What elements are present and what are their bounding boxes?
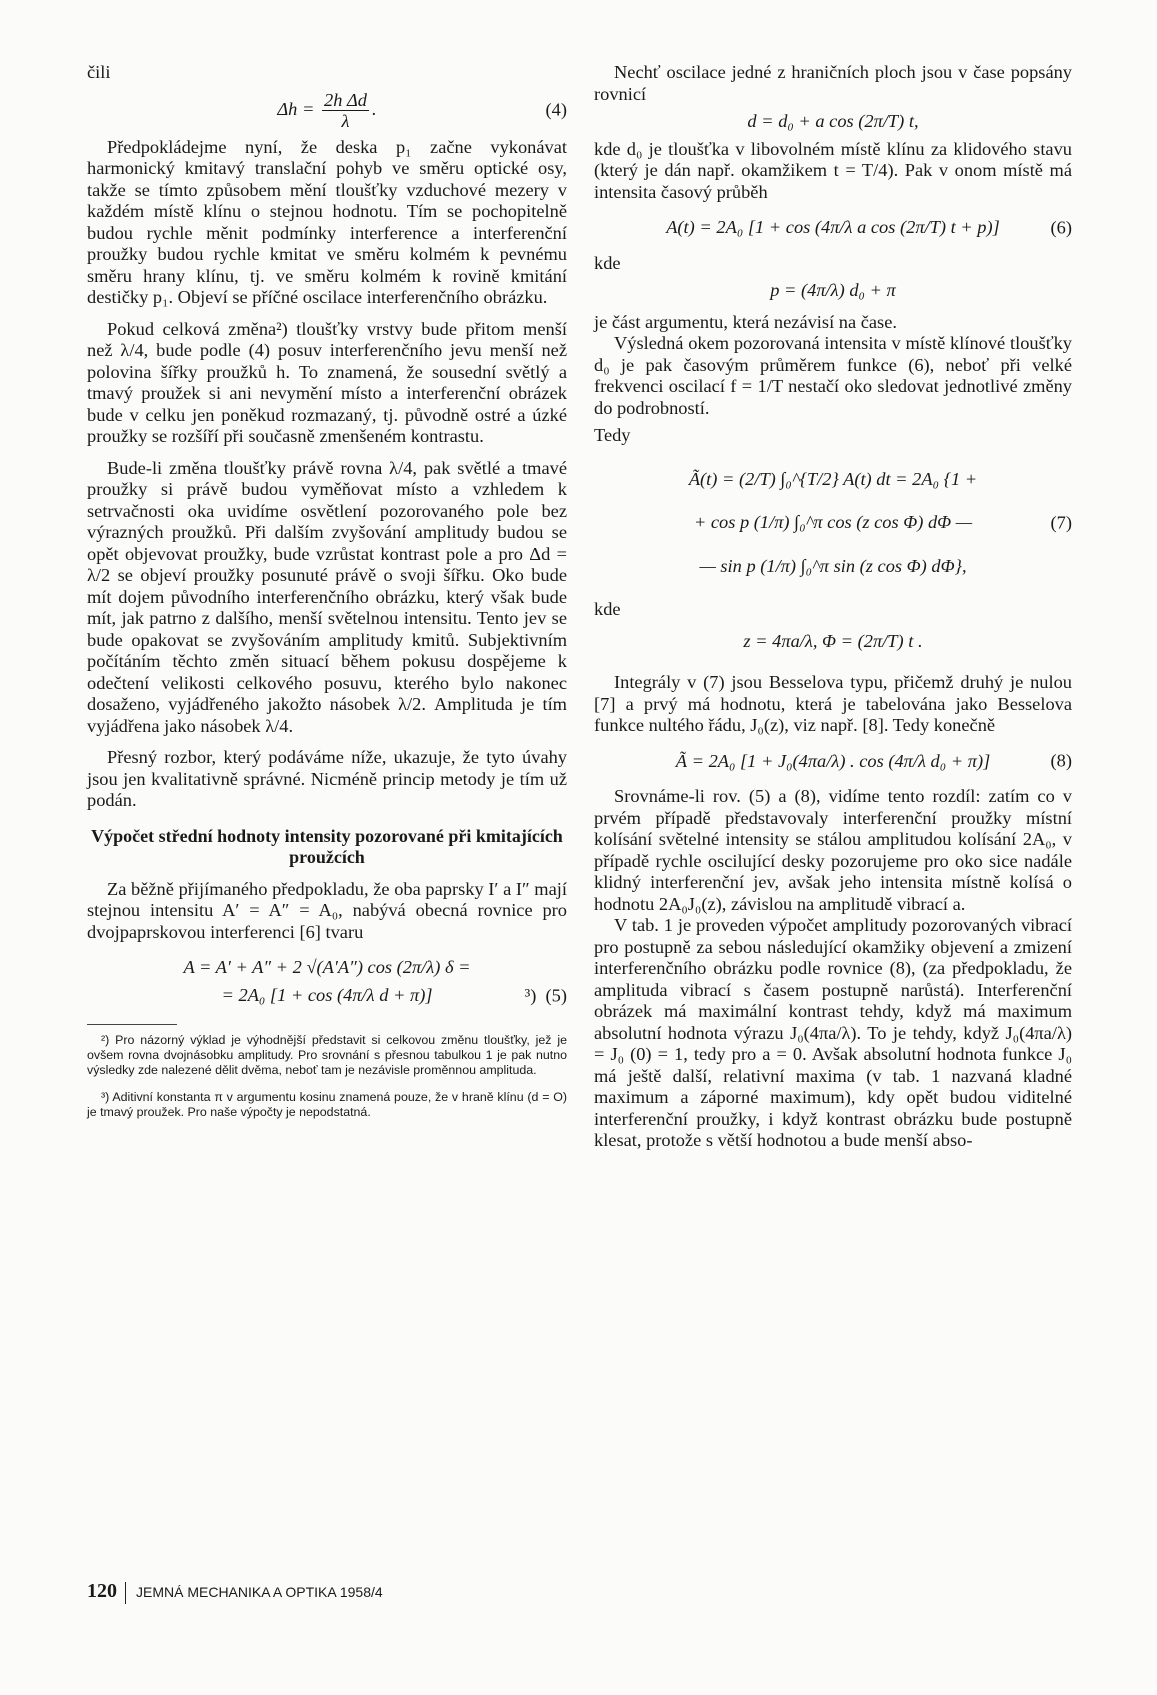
page-number: 120 bbox=[87, 1580, 117, 1602]
paragraph-time-average: Výsledná okem pozorovaná intensita v místě klínové tloušťky d₀ je pak časovým průměrem funkce (6), neboť při velké frekvenci oscilací f = 1/T nestačí oko sledovat jednotlivé změny do podrobností. bbox=[594, 333, 1072, 418]
paragraph-comparison: Srovnáme-li rov. (5) a (8), vidíme tento rozdíl: zatím co v prvém případě představovaly interferenční proužky místní kolísání světelné intensity se stálou amplitudou kolísání 2A₀, v případě rychle oscilující desky pozorujeme pro oko sice nadále klidný interferenční jev, avšak jeho intensita místně kolísá o hodnotu 2A₀J₀(z), závislou na amplitudě vibrací a. bbox=[594, 786, 1072, 914]
equation-6-label: (6) bbox=[1050, 217, 1072, 237]
tedy-label: Tedy bbox=[594, 425, 631, 445]
equation-d: d = d₀ + a cos (2π/T) t, bbox=[747, 111, 919, 131]
paragraph-table: V tab. 1 je proveden výpočet amplitudy pozorovaných vibrací pro postupně za sebou následující okamžiky objevení a zmizení interferenčního obrázku podle rovnice (8), (za předpokladu, že amplituda vibrací s časem postupně narůstá). Interferenční obrázek má maximální kontrast tehdy, když má maximum absolutní hodnota výrazu J₀(4πa/λ). To je tehdy, když J₀(4πa/λ) = J₀ (0) = 1, tedy pro a = 0. Avšak absolutní hodnota funkce J₀ má ještě další, relativní maxima (v tab. 1 nazvaná kladné maximum a záporné maximum), kdy opět budou viditelné interferenční proužky, i když kontrast obrázku bude postupně klesat, protože s větší hodnotou a bude menší abso- bbox=[594, 915, 1072, 1150]
equation-8-label: (8) bbox=[1050, 750, 1072, 771]
paragraph-argument: je část argumentu, která nezávisí na čase. bbox=[594, 311, 897, 332]
journal-name: JEMNÁ MECHANIKA A OPTIKA 1958/4 bbox=[136, 1584, 383, 1600]
equation-4: Δh = $\frac{\text{2h Δd}}{\lambda}$ . (4) bbox=[277, 89, 567, 131]
footnote-3-mark: ³) bbox=[524, 984, 537, 1005]
equation-5-line1: A = A′ + A″ + 2 √(A′A″) cos (2π/λ) δ = bbox=[183, 957, 471, 978]
equation-5-line2: = 2A₀ [1 + cos (4π/λ d + π)] ³) (5) bbox=[221, 984, 567, 1005]
equation-7-label: (7) bbox=[1050, 512, 1072, 532]
equation-5-label: (5) bbox=[545, 984, 567, 1005]
paragraph-oscillation-eq: Nechť oscilace jedné z hraničních ploch jsou v čase popsány rovnicí bbox=[594, 62, 1072, 104]
equation-7-line1: Ã(t) = (2/T) ∫₀^{T/2} A(t) dt = 2A₀ {1 + bbox=[688, 468, 978, 489]
footnote-2: ²) Pro názorný výklad je výhodnější představit si celkovou změnu tloušťky, jež je ovšem rovna dvojnásobku amplitudy. Pro srovnání s přesnou tabulkou 1 je pak nutno výsledky zde nalezené dělit dvěma, neboť tam je nezávisle proměnnou amplituda. bbox=[87, 1033, 567, 1078]
equation-p: p = (4π/λ) d₀ + π bbox=[770, 280, 896, 300]
footnote-3: ³) Aditivní konstanta π v argumentu kosinu znamená pouze, že v hraně klínu (d = O) je tmavý proužek. Pro naše výpočty je nepodstatná. bbox=[87, 1090, 567, 1120]
kde-label-1: kde bbox=[594, 252, 621, 273]
equation-7-line2: + cos p (1/π) ∫₀^π cos (z cos Φ) dΦ — (7) bbox=[693, 512, 1072, 532]
equation-7-line3: — sin p (1/π) ∫₀^π sin (z cos Φ) dΦ}, bbox=[699, 555, 967, 576]
left-column bbox=[87, 62, 567, 1132]
section-heading: Výpočet střední hodnoty intensity pozorované při kmitajících proužcích bbox=[91, 825, 563, 868]
paragraph-equal-change: Bude-li změna tloušťky právě rovna λ/4, pak světlé a tmavé proužky si právě budou vyměňovat místo a vzhledem k setrvačnosti oka uvidíme osvětlení pozorovaného pole bez výrazných proužků. Při dalším zvyšování amplitudy budou se opět objevovat proužky, bude vzrůstat kontrast pole a pro Δd = λ/2 se objeví proužky posunuté právě o svoji šířku. Oko bude mít dojem původního interferenčního obrázku, který však bude mít, jak patrno z dalšího, menší světelnou intensitu. Tento jev se bude opakovat se zvyšováním amplitudy kmitů. Subjektivním počítáním těchto změn situací během pokusu dospějeme k odečtení velikosti celkového posuvu, kterého bylo nakonec dosaženo, vyjádřeného jakožto násobek λ/2. Amplituda je tím vyjádřena jako násobek λ/4. bbox=[87, 457, 567, 736]
equation-8: Ã = 2A₀ [1 + J₀(4πa/λ) . cos (4π/λ d₀ + π)] (8) bbox=[675, 750, 1072, 771]
kde-label-2: kde bbox=[594, 599, 621, 619]
page-footer bbox=[87, 1580, 383, 1604]
equation-4-label: (4) bbox=[545, 99, 567, 120]
footnote-rule bbox=[87, 1024, 177, 1025]
equation-6: A(t) = 2A₀ [1 + cos (4π/λ a cos (2π/T) t + p)] (6) bbox=[666, 217, 1072, 237]
paragraph-small-change: Pokud celková změna²) tloušťky vrstvy bude přitom menší než λ/4, bude podle (4) posuv interferenčního jevu menší než polovina šířky proužků h. To znamená, že sousední světlý a tmavý proužek si ani nevymění místo a interferenční obrázek bude v celku jen poněkud rozmazaný, tj. původně ostré a úzké proužky se rozšíří při současně zmenšeném kontrastu. bbox=[87, 318, 567, 447]
paragraph-analysis: Přesný rozbor, který podáváme níže, ukazuje, že tyto úvahy jsou jen kvalitativně správné. Nicméně princip metody je tím už podán. bbox=[87, 747, 567, 811]
equation-z: z = 4πa/λ, Φ = (2π/T) t . bbox=[743, 630, 923, 651]
paragraph-thickness: kde d₀ je tloušťka v libovolném místě klínu za klidového stavu (který je dán např. okamžikem t = T/4). Pak v onom místě má intensita časový průběh bbox=[594, 138, 1072, 202]
paragraph-assumption: Za běžně přijímaného předpokladu, že oba paprsky I′ a I″ mají stejnou intensitu A′ = A″ = A₀, nabývá obecná rovnice pro dvojpaprskovou interferenci [6] tvaru bbox=[87, 878, 567, 942]
paragraph-oscillation: Předpokládejme nyní, že deska p₁ začne vykonávat harmonický kmitavý translační pohyb ve směru optické osy, takže se tímto způsobem mění tloušťky vzduchové mezery v každém místě klínu o stejnou hodnotu. Tím se pochopitelně budou rychle měnit podmínky interference a interferenční proužky budou rychle kmitat ve směru kolmém k pevnému směru hrany klínu, tj. ve směru kolmém k rovině kmitání destičky p₁. Objeví se příčné oscilace interferenčního obrázku. bbox=[87, 136, 567, 308]
paragraph-bessel: Integrály v (7) jsou Besselova typu, přičemž druhý je nulou [7] a prvý má hodnotu, která je tabelována jako Besselova funkce nultého řádu, J₀(z), viz např. [8]. Tedy konečně bbox=[594, 672, 1072, 735]
right-column bbox=[594, 62, 1072, 1152]
cili-text: čili bbox=[87, 62, 111, 82]
